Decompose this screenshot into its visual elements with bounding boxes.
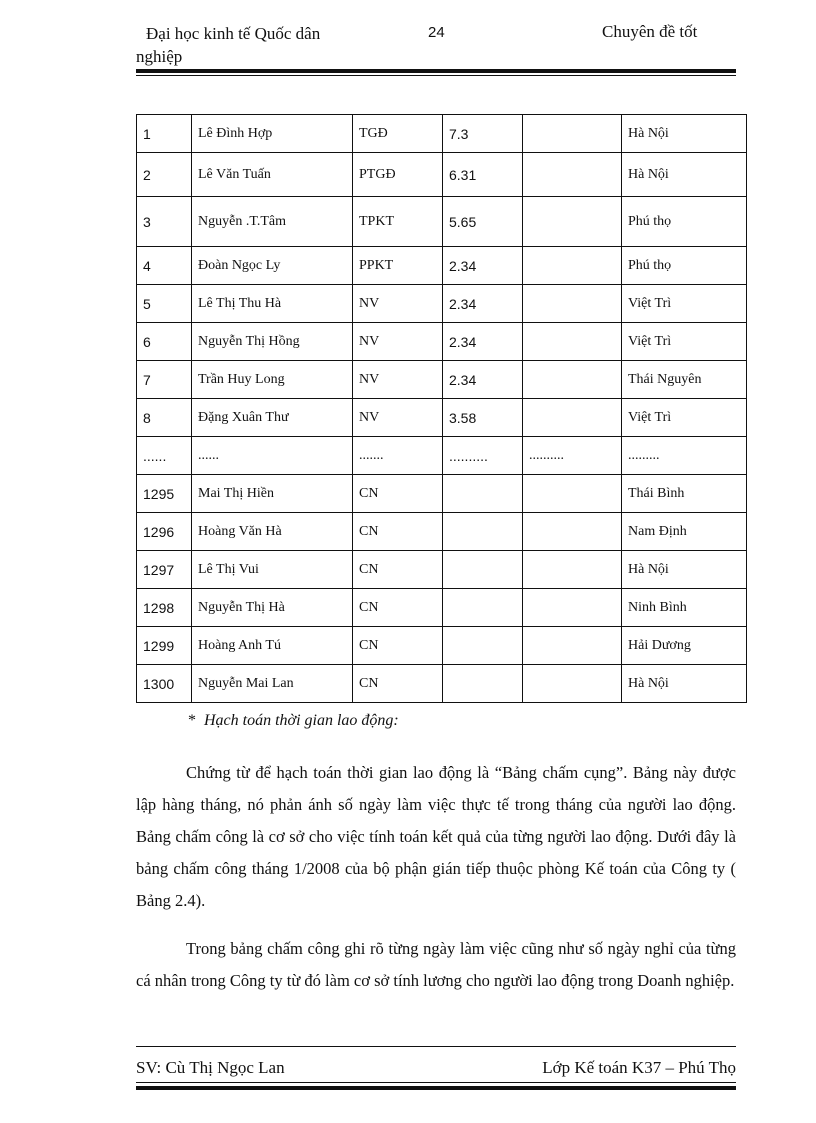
caption-bullet: * xyxy=(188,712,196,729)
table-cell-name: Đặng Xuân Thư xyxy=(192,399,353,437)
table-cell-index: 1297 xyxy=(137,551,192,589)
table-cell-position: CN xyxy=(353,513,443,551)
table-cell-index: 1295 xyxy=(137,475,192,513)
table-cell-name: Nguyễn .T.Tâm xyxy=(192,197,353,247)
table-cell-coefficient: 2.34 xyxy=(443,361,523,399)
table-cell-blank xyxy=(523,475,622,513)
table-cell-position: NV xyxy=(353,361,443,399)
table-cell-position: CN xyxy=(353,551,443,589)
table-cell-hometown: ......... xyxy=(622,437,747,475)
table-cell-index: 7 xyxy=(137,361,192,399)
table-cell-coefficient: 7.3 xyxy=(443,115,523,153)
table-cell-position: TPKT xyxy=(353,197,443,247)
table-cell-position: TGĐ xyxy=(353,115,443,153)
table-cell-coefficient: .......... xyxy=(443,437,523,475)
table-cell-blank xyxy=(523,513,622,551)
table-cell-blank xyxy=(523,589,622,627)
table-cell-index: 1300 xyxy=(137,665,192,703)
table-row xyxy=(137,551,747,589)
table-row xyxy=(137,665,747,703)
table-cell-name: ...... xyxy=(192,437,353,475)
table-cell-position: PTGĐ xyxy=(353,153,443,197)
table-cell-hometown: Nam Định xyxy=(622,513,747,551)
table-cell-name: Lê Đình Hợp xyxy=(192,115,353,153)
employee-table xyxy=(136,114,747,703)
table-cell-name: Nguyễn Thị Hồng xyxy=(192,323,353,361)
header-rule-thick xyxy=(136,69,736,73)
table-cell-position: CN xyxy=(353,665,443,703)
footer-rule-top xyxy=(136,1046,736,1047)
table-cell-index: 2 xyxy=(137,153,192,197)
table-row xyxy=(137,399,747,437)
table-cell-blank xyxy=(523,627,622,665)
table-cell-coefficient: 6.31 xyxy=(443,153,523,197)
table-cell-index: 1 xyxy=(137,115,192,153)
table-cell-position: CN xyxy=(353,475,443,513)
table-cell-blank xyxy=(523,285,622,323)
table-cell-coefficient: 2.34 xyxy=(443,323,523,361)
table-cell-coefficient: 3.58 xyxy=(443,399,523,437)
table-cell-coefficient: 2.34 xyxy=(443,247,523,285)
table-cell-blank xyxy=(523,399,622,437)
table-cell-name: Lê Văn Tuấn xyxy=(192,153,353,197)
table-cell-coefficient xyxy=(443,627,523,665)
table-cell-hometown: Việt Trì xyxy=(622,323,747,361)
caption-text: Hạch toán thời gian lao động: xyxy=(204,712,399,729)
table-cell-index: 8 xyxy=(137,399,192,437)
header-university: Đại học kinh tế Quốc dân xyxy=(146,24,321,43)
table-cell-index: 3 xyxy=(137,197,192,247)
footer-class: Lớp Kế toán K37 – Phú Thọ xyxy=(542,1058,736,1077)
table-cell-name: Lê Thị Vui xyxy=(192,551,353,589)
table-cell-hometown: Việt Trì xyxy=(622,285,747,323)
header-rule-thin xyxy=(136,75,736,76)
table-cell-name: Nguyễn Thị Hà xyxy=(192,589,353,627)
table-cell-position: NV xyxy=(353,323,443,361)
table-cell-index: 5 xyxy=(137,285,192,323)
header-right: Chuyên đề tốt xyxy=(602,22,698,41)
table-cell-hometown: Việt Trì xyxy=(622,399,747,437)
table-row xyxy=(137,627,747,665)
table-cell-index: 1296 xyxy=(137,513,192,551)
table-cell-hometown: Ninh Bình xyxy=(622,589,747,627)
table-row xyxy=(137,247,747,285)
table-cell-position: PPKT xyxy=(353,247,443,285)
table-cell-blank xyxy=(523,115,622,153)
table-cell-blank xyxy=(523,551,622,589)
table-row xyxy=(137,437,747,475)
table-row xyxy=(137,285,747,323)
page-number: 24 xyxy=(428,24,445,41)
table-cell-blank xyxy=(523,665,622,703)
table-cell-name: Nguyễn Mai Lan xyxy=(192,665,353,703)
table-cell-hometown: Thái Nguyên xyxy=(622,361,747,399)
header-left-continuation: nghiệp xyxy=(136,47,183,66)
table-cell-name: Trần Huy Long xyxy=(192,361,353,399)
table-cell-name: Hoàng Văn Hà xyxy=(192,513,353,551)
table-cell-hometown: Hà Nội xyxy=(622,115,747,153)
table-row xyxy=(137,197,747,247)
table-row xyxy=(137,475,747,513)
table-cell-position: NV xyxy=(353,399,443,437)
table-cell-coefficient xyxy=(443,589,523,627)
header-left xyxy=(136,22,376,68)
table-row xyxy=(137,323,747,361)
table-cell-coefficient xyxy=(443,513,523,551)
table-cell-hometown: Phú thọ xyxy=(622,197,747,247)
table-cell-blank xyxy=(523,323,622,361)
table-cell-hometown: Hà Nội xyxy=(622,153,747,197)
table-cell-coefficient: 5.65 xyxy=(443,197,523,247)
table-cell-name: Đoàn Ngọc Ly xyxy=(192,247,353,285)
table-cell-position: CN xyxy=(353,589,443,627)
table-cell-position: NV xyxy=(353,285,443,323)
table-cell-hometown: Hà Nội xyxy=(622,551,747,589)
table-cell-index: 4 xyxy=(137,247,192,285)
table-cell-position: ....... xyxy=(353,437,443,475)
table-cell-index: 6 xyxy=(137,323,192,361)
paragraph-2: Trong bảng chấm công ghi rõ từng ngày làm việc cũng như số ngày nghỉ của từng cá nhân trong Công ty từ đó làm cơ sở tính lương cho người lao động trong Doanh nghiệp. xyxy=(136,939,736,990)
table-cell-name: Hoàng Anh Tú xyxy=(192,627,353,665)
table-row xyxy=(137,153,747,197)
table-cell-hometown: Hải Dương xyxy=(622,627,747,665)
table-cell-index: ...... xyxy=(137,437,192,475)
footer-student: SV: Cù Thị Ngọc Lan xyxy=(136,1058,285,1077)
table-cell-coefficient xyxy=(443,665,523,703)
table-cell-index: 1299 xyxy=(137,627,192,665)
section-caption xyxy=(188,712,399,730)
table-cell-coefficient xyxy=(443,475,523,513)
table-cell-position: CN xyxy=(353,627,443,665)
table-cell-blank xyxy=(523,361,622,399)
table-cell-blank xyxy=(523,247,622,285)
table-cell-name: Mai Thị Hiền xyxy=(192,475,353,513)
paragraph-1: Chứng từ để hạch toán thời gian lao động là “Bảng chấm cụng”. Bảng này được lập hàng tháng, nó phản ánh số ngày làm việc thực tế trong tháng của người lao động. Bảng chấm công là cơ sở cho việc tính toán kết quả của từng người lao động. Dưới đây là bảng chấm công tháng 1/2008 của bộ phận gián tiếp thuộc phòng Kế toán của Công ty ( Bảng 2.4). xyxy=(136,763,736,910)
table-row xyxy=(137,513,747,551)
table-cell-coefficient: 2.34 xyxy=(443,285,523,323)
table-row xyxy=(137,115,747,153)
table-cell-blank: .......... xyxy=(523,437,622,475)
table-cell-coefficient xyxy=(443,551,523,589)
table-cell-hometown: Hà Nội xyxy=(622,665,747,703)
footer-rule-thick xyxy=(136,1086,736,1090)
table-cell-index: 1298 xyxy=(137,589,192,627)
table-cell-blank xyxy=(523,153,622,197)
table-row xyxy=(137,589,747,627)
table-cell-blank xyxy=(523,197,622,247)
table-cell-hometown: Phú thọ xyxy=(622,247,747,285)
table-row xyxy=(137,361,747,399)
table-cell-hometown: Thái Bình xyxy=(622,475,747,513)
table-cell-name: Lê Thị Thu Hà xyxy=(192,285,353,323)
footer-rule-thin xyxy=(136,1082,736,1083)
